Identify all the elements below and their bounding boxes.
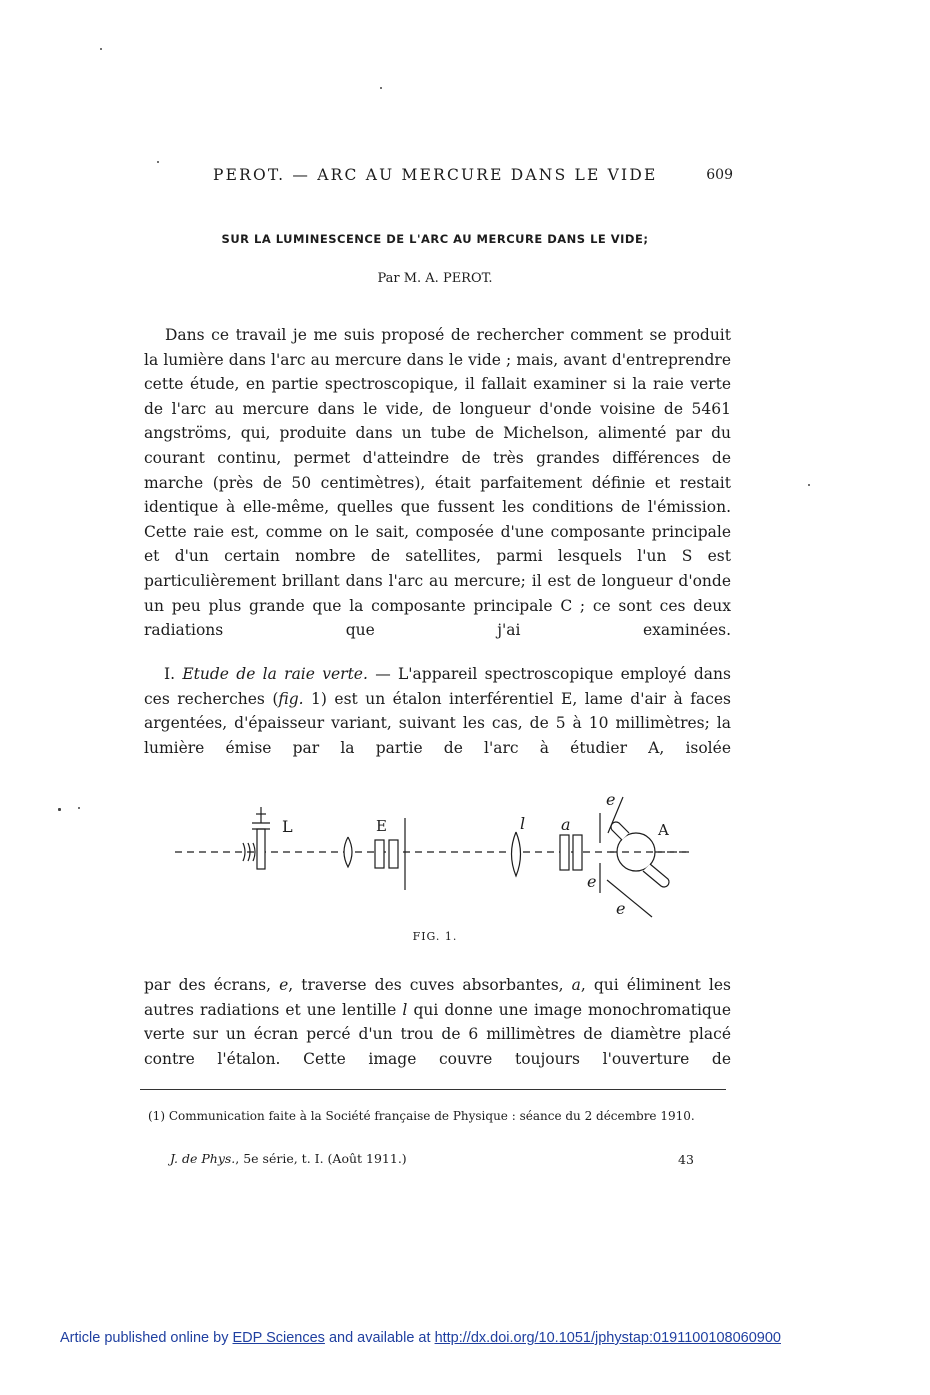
scan-speck [380, 87, 382, 89]
label-a: a [561, 815, 571, 834]
paragraph-text: , qui éliminent les autres radiations et une lentille [144, 976, 732, 1019]
label-L: L [282, 817, 293, 836]
scan-speck [808, 484, 810, 486]
paragraph-text: , traverse des cuves absorbantes, [288, 976, 572, 994]
notice-middle: and available at [324, 1330, 435, 1346]
lens [344, 837, 352, 867]
figure-caption: FIG. 1. [412, 930, 458, 943]
scan-speck [100, 48, 102, 50]
publication-notice [60, 1330, 781, 1346]
symbol-a: a [571, 976, 581, 994]
label-e-top: e [606, 790, 616, 809]
figure-1-apparatus-diagram [170, 785, 700, 925]
arc-A-arm [643, 864, 669, 887]
scan-speck [58, 808, 61, 811]
article-title: SUR LA LUMINESCENCE DE L'ARC AU MERCURE DANS LE VIDE; [221, 232, 649, 246]
label-A: A [658, 821, 669, 839]
scan-speck [157, 161, 159, 163]
scan-speck [78, 807, 80, 809]
label-e-middle: e [587, 872, 597, 891]
symbol-e: e [279, 976, 289, 994]
journal-reference [170, 1151, 407, 1166]
journal-series: , 5e série, t. I. (Août 1911.) [235, 1151, 407, 1166]
paragraph-text: qui donne une image monochromatique verte sur un écran percé d'un trou de 6 millimètres de diamètre placé contre l'étalon. Cette image couvre toujours l'ouverture de [144, 1000, 731, 1068]
etalon-E-plate [389, 840, 398, 868]
article-author: Par M. A. PEROT. [377, 271, 493, 286]
lamp-L-body [257, 829, 265, 869]
paragraph-text: — L'appareil spectroscopique employé dans ces recherches ( [144, 665, 731, 708]
printer-signature: 43 [678, 1152, 694, 1167]
footnote-text: Communication faite à la Société française de Physique : séance du 2 décembre 1910. [165, 1109, 695, 1123]
paragraph-continuation [144, 973, 731, 1071]
lens-l [512, 832, 521, 876]
apparatus-svg [170, 785, 700, 925]
paragraph-text: par des écrans, [144, 976, 280, 994]
paragraph-text: 1) est un étalon interférentiel E, lame d'air à faces argentées, d'épaisseur variant, suivant les cas, de 5 à 10 millimètres; la lumière émise par la partie de l'arc à étudier A, isolée [144, 689, 732, 757]
running-head-title: PEROT. — ARC AU MERCURE DANS LE VIDE [213, 166, 658, 184]
footnote-rule [140, 1089, 726, 1090]
label-e-bottom: e [616, 899, 626, 918]
section-number: I. [164, 665, 176, 683]
label-E: E [376, 817, 387, 835]
absorbing-cell-a [573, 835, 582, 870]
label-l: l [520, 814, 526, 833]
paragraph-intro: Dans ce travail je me suis proposé de rechercher comment se produit la lumière dans l'arc au mercure dans le vide ; mais, avant d'entreprendre cette étude, en partie spectroscopique, il fallait examiner si la raie verte de l'arc au mercure dans le vide, de longueur d'onde voisine de 5461 angströms, qui, produite dans un tube de Michelson, alimenté par du courant continu, permet d'atteindre de très grandes différences de marche (près de 50 centimètres), était parfaitement définie et restait identique à elle-même, quelles que fussent les conditions de l'émission. Cette raie est, comme on le sait, composée d'une composante principale et d'un certain nombre de satellites, parmi lesquels l'un S est particulièrement brillant dans l'arc au mercure; il est de longueur d'onde un peu plus grande que la composante principale C ; ce sont ces deux radiations que j'ai examinées. [144, 326, 731, 640]
doi-link[interactable]: http://dx.doi.org/10.1051/jphystap:0191100108060900 [434, 1330, 781, 1346]
publisher-link[interactable]: EDP Sciences [232, 1330, 325, 1346]
symbol-l: l [402, 1000, 408, 1019]
running-head [213, 166, 733, 184]
footnote-mark: (1) [148, 1109, 165, 1123]
figure-reference: fig. [278, 689, 304, 708]
footnote [140, 1108, 728, 1125]
absorbing-cell-a [560, 835, 569, 870]
etalon-E-plate [375, 840, 384, 868]
journal-abbr: J. de Phys. [170, 1151, 236, 1166]
paragraph-etude [144, 662, 731, 760]
section-heading: Etude de la raie verte. [182, 665, 368, 683]
screen-e-diagonal [607, 880, 652, 917]
page-number: 609 [706, 167, 733, 183]
notice-prefix: Article published online by [60, 1330, 233, 1346]
